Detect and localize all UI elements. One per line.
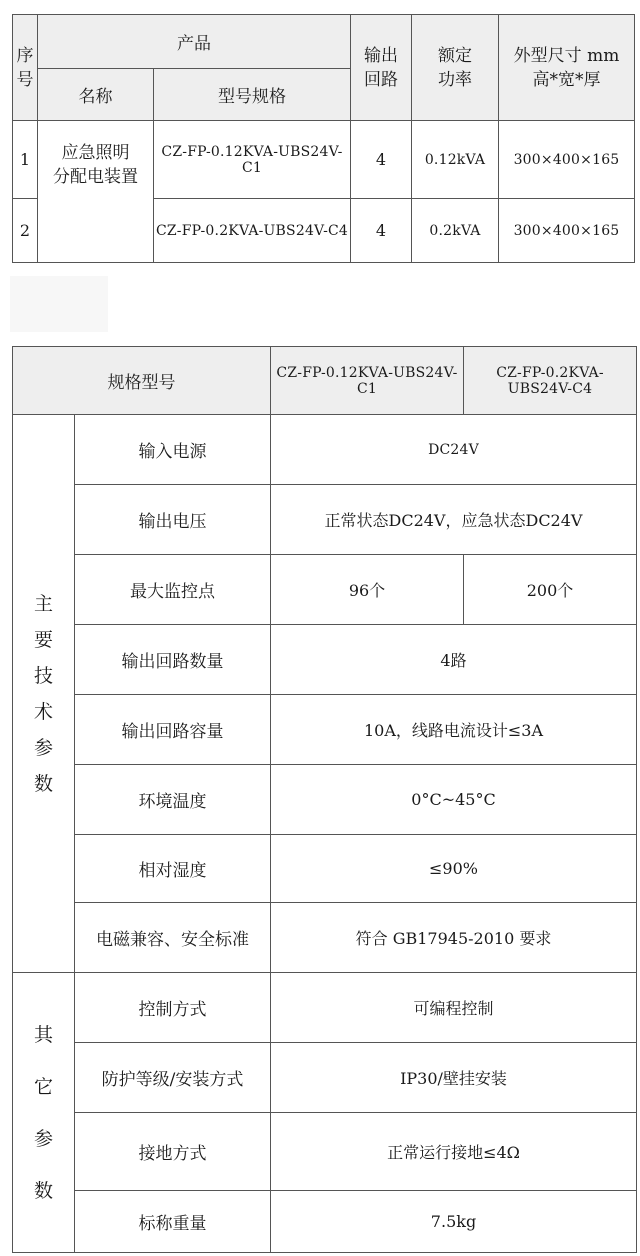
spec-table bbox=[12, 346, 637, 1253]
param-value: ≤90% bbox=[271, 835, 637, 903]
param-label: 控制方式 bbox=[75, 973, 271, 1043]
header-name: 名称 bbox=[38, 69, 154, 121]
param-label: 输出电压 bbox=[75, 485, 271, 555]
param-value: 0°C~45°C bbox=[271, 765, 637, 835]
row-power: 0.12kVA bbox=[412, 121, 499, 199]
header-outputs: 输出 回路 bbox=[351, 15, 412, 121]
table-row bbox=[13, 765, 637, 835]
param-value: DC24V bbox=[271, 415, 637, 485]
param-value: IP30/壁挂安装 bbox=[271, 1043, 637, 1113]
param-label: 环境温度 bbox=[75, 765, 271, 835]
spec-header-model-a: CZ-FP-0.12KVA-UBS24V-C1 bbox=[271, 347, 464, 415]
header-model: 型号规格 bbox=[154, 69, 351, 121]
header-size: 外型尺寸 mm 高*宽*厚 bbox=[499, 15, 635, 121]
table-row bbox=[13, 121, 635, 199]
table-row bbox=[13, 1043, 637, 1113]
param-value: 正常状态DC24V，应急状态DC24V bbox=[271, 485, 637, 555]
row-size: 300×400×165 bbox=[499, 199, 635, 263]
table-row bbox=[13, 903, 637, 973]
param-label: 最大监控点 bbox=[75, 555, 271, 625]
header-power: 额定 功率 bbox=[412, 15, 499, 121]
table-row bbox=[13, 415, 637, 485]
row-power: 0.2kVA bbox=[412, 199, 499, 263]
spec-header-model-b: CZ-FP-0.2KVA-UBS24V-C4 bbox=[464, 347, 637, 415]
row-outputs: 4 bbox=[351, 121, 412, 199]
spec-header-row bbox=[13, 347, 637, 415]
param-value-b: 200个 bbox=[464, 555, 637, 625]
param-label: 输入电源 bbox=[75, 415, 271, 485]
row-name: 应急照明 分配电装置 bbox=[38, 121, 154, 263]
param-label: 标称重量 bbox=[75, 1191, 271, 1253]
param-label: 接地方式 bbox=[75, 1113, 271, 1191]
blank-strip bbox=[10, 276, 108, 332]
header-product: 产品 bbox=[38, 15, 351, 69]
table-row bbox=[13, 835, 637, 903]
spec-header-label: 规格型号 bbox=[13, 347, 271, 415]
param-label: 防护等级/安装方式 bbox=[75, 1043, 271, 1113]
row-outputs: 4 bbox=[351, 199, 412, 263]
param-label: 电磁兼容、安全标准 bbox=[75, 903, 271, 973]
table-row bbox=[13, 695, 637, 765]
param-value-a: 96个 bbox=[271, 555, 464, 625]
param-value: 7.5kg bbox=[271, 1191, 637, 1253]
row-seq: 2 bbox=[13, 199, 38, 263]
table-row bbox=[13, 555, 637, 625]
param-value: 4路 bbox=[271, 625, 637, 695]
group-title-other: 其 它 参 数 bbox=[13, 973, 75, 1253]
row-model: CZ-FP-0.12KVA-UBS24V-C1 bbox=[154, 121, 351, 199]
param-label: 输出回路数量 bbox=[75, 625, 271, 695]
product-table bbox=[12, 14, 635, 263]
row-seq: 1 bbox=[13, 121, 38, 199]
param-label: 输出回路容量 bbox=[75, 695, 271, 765]
header-seq: 序 号 bbox=[13, 15, 38, 121]
param-value: 正常运行接地≤4Ω bbox=[271, 1113, 637, 1191]
param-value: 符合 GB17945-2010 要求 bbox=[271, 903, 637, 973]
table-row bbox=[13, 1191, 637, 1253]
param-value: 10A，线路电流设计≤3A bbox=[271, 695, 637, 765]
param-label: 相对湿度 bbox=[75, 835, 271, 903]
table-row bbox=[13, 973, 637, 1043]
row-size: 300×400×165 bbox=[499, 121, 635, 199]
table-row bbox=[13, 625, 637, 695]
table-row bbox=[13, 485, 637, 555]
param-value: 可编程控制 bbox=[271, 973, 637, 1043]
group-title-main: 主 要 技 术 参 数 bbox=[13, 415, 75, 973]
table-row bbox=[13, 1113, 637, 1191]
row-model: CZ-FP-0.2KVA-UBS24V-C4 bbox=[154, 199, 351, 263]
